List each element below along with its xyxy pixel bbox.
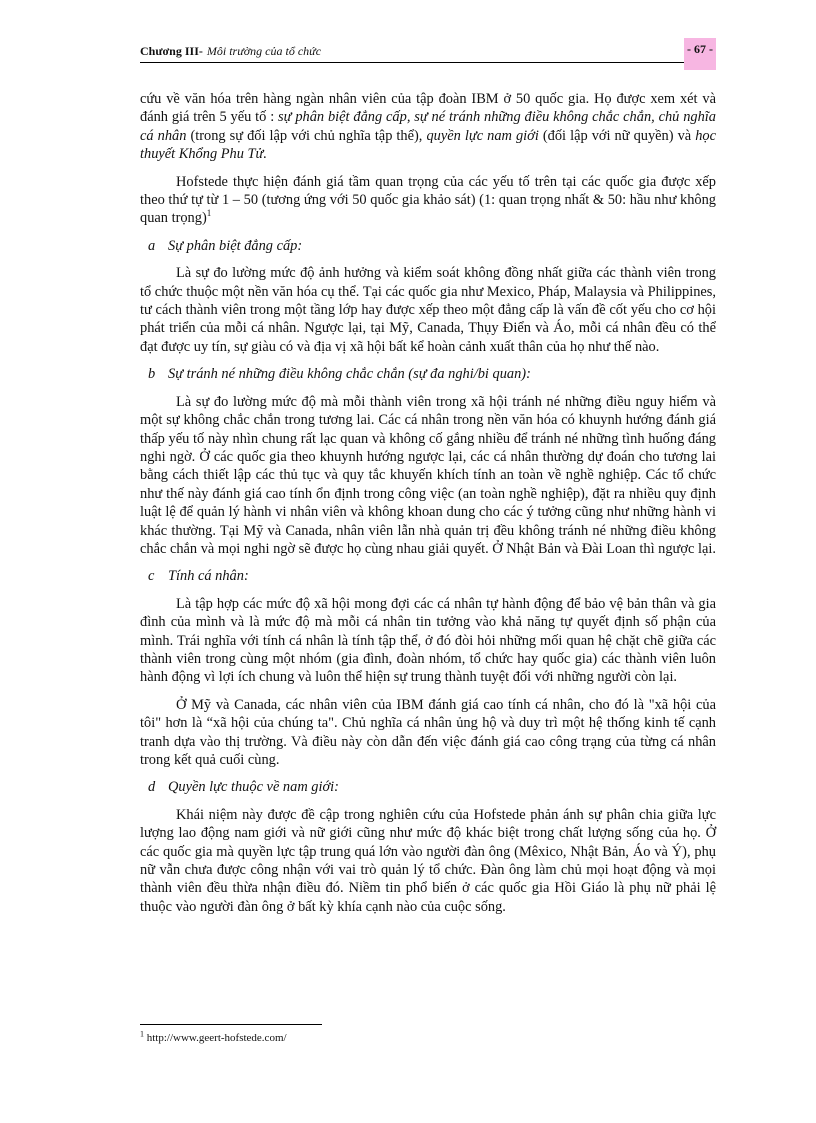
section-letter: a <box>148 237 156 254</box>
page-number: - 67 - <box>684 38 716 70</box>
section-title: Tính cá nhân: <box>168 568 249 585</box>
section-heading-a <box>140 237 716 255</box>
text-run: (đối lập với nữ quyền) và <box>538 127 696 144</box>
section-heading-d <box>140 778 716 796</box>
text-run: Hofstede thực hiện đánh giá tầm quan trọng của các yếu tố trên tại các quốc gia được xếp theo thứ tự từ 1 – 50 (tương ứng với 50 quốc gia khảo sát) (1: quan trọng nhất & 50: hầu như không quan trọng) <box>140 173 716 227</box>
section-letter: d <box>148 779 156 796</box>
text-run: cứu về văn hóa trên hàng ngàn nhân viên của tập đoàn IBM ở 50 quốc gia. Họ được xem xét và đánh giá trên 5 yếu tố : <box>140 91 716 126</box>
intro-paragraph-1 <box>140 90 716 164</box>
body-text <box>140 90 716 925</box>
chapter-subtitle: Môi trường của tổ chức <box>206 44 322 58</box>
section-letter: b <box>148 366 156 383</box>
section-title: Sự phân biệt đẳng cấp: <box>168 237 303 254</box>
footnote-link[interactable]: http://www.geert-hofstede.com/ <box>144 1032 287 1044</box>
section-c-paragraph-1: Là tập hợp các mức độ xã hội mong đợi các cá nhân tự hành động để bảo vệ bản thân và gia đình của mình và là mức độ mà mỗi cá nhân tin tưởng vào khả năng tự quyết định số phận của mình. Trái nghĩa với tính cá nhân là tính tập thể, ở đó đòi hỏi những mối quan hệ chặt chẽ giữa các thành viên trong cùng một nhóm (gia đình, đoàn nhóm, tổ chức hay quốc gia) các thành viên luôn hành động vì lợi ích chung và luôn thể hiện sự trung thành tuyệt đối với những người còn lại. <box>140 595 716 686</box>
section-title: Sự tránh né những điều không chắc chắn (sự đa nghi/bi quan): <box>168 366 531 383</box>
footnote-rule <box>140 1024 322 1025</box>
page-header <box>140 38 716 70</box>
section-heading-b <box>140 365 716 383</box>
chapter-label: Chương III- <box>140 44 203 58</box>
section-c-paragraph-2: Ở Mỹ và Canada, các nhân viên của IBM đánh giá cao tính cá nhân, cho đó là "xã hội của tôi" hơn là “xã hội của chúng ta". Chủ nghĩa cá nhân ủng hộ và duy trì một hệ thống kinh tế cạnh tranh dựa vào thị trường. Và điều này còn dẫn đến việc đánh giá cao công trạng của từng cá nhân trong kết quả cuối cùng. <box>140 696 716 768</box>
section-b-paragraph-1: Là sự đo lường mức độ mà mỗi thành viên trong xã hội tránh né những điều nguy hiểm và một sự không chắc chắn trong tương lai. Các cá nhân trong nền văn hóa có khuynh hướng đánh giá thấp yếu tố này nhìn chung rất lạc quan và không cố gắng nhiều để tránh né những tình huống đáng nghi ngờ. Ở các quốc gia theo khuynh hướng ngược lại, các cá nhân thường dự đoán cho tương lai bằng cách thiết lập các thủ tục và quy tắc khuyến khích tính an toàn về nghề nghiệp. Các tổ chức như thế này đánh giá cao tính ổn định trong công việc (an toàn nghề nghiệp), đặt ra nhiều quy định luật lệ để quản lý hành vi nhân viên và không khoan dung cho các ý tưởng cũng như những hành vi khác thường. Tại Mỹ và Canada, nhân viên lẫn nhà quản trị đều không tránh né những điều không chắc chắn và mọi nghi ngờ sẽ được họ cùng nhau giải quyết. Ở Nhật Bản và Đài Loan thì ngược lại. <box>140 393 716 557</box>
emphasis-confucius: học thuyết Khổng Phu Tử. <box>140 127 716 163</box>
footnote-number: 1 <box>140 1029 144 1039</box>
section-title: Quyền lực thuộc về nam giới: <box>168 779 339 796</box>
section-d-paragraph-1: Khái niệm này được đề cập trong nghiên cứu của Hofstede phản ánh sự phân chia giữa lực lượng lao động nam giới và nữ giới cũng như mức độ khác biệt trong chất lượng sống của họ. Ở các quốc gia mà quyền lực tập trung quá lớn vào người đàn ông (Mêxico, Nhật Bản, Áo và Ý), phụ nữ vẫn chưa được công nhận với vai trò quản lý tổ chức. Đàn ông làm chủ mọi hoạt động và mọi thành viên đều thừa nhận điều đó. Niềm tin phổ biến ở các quốc gia Hồi Giáo là phụ nữ phải lệ thuộc vào người đàn ông ở bất kỳ khía cạnh nào của cuộc sống. <box>140 806 716 915</box>
emphasis-male-power: quyền lực nam giới <box>426 127 539 144</box>
emphasis-factors: sự phân biệt đẳng cấp, sự né tránh những điều không chắc chắn, chủ nghĩa cá nhân <box>140 109 716 144</box>
intro-paragraph-2 <box>140 173 716 228</box>
section-letter: c <box>148 568 155 585</box>
footnote-ref[interactable]: 1 <box>206 208 212 219</box>
header-rule <box>140 62 684 63</box>
section-heading-c <box>140 567 716 585</box>
running-title <box>140 44 321 59</box>
section-a-paragraph-1: Là sự đo lường mức độ ảnh hưởng và kiểm soát không đồng nhất giữa các thành viên trong tổ chức thuộc một nền văn hóa cụ thể. Tại các quốc gia như Mexico, Pháp, Malaysia và Philippines, tư cách thành viên trong một tầng lớp hay được xếp theo một đẳng cấp là vấn đề cốt yếu cho cơ hội phát triển của mỗi cá nhân. Ngược lại, tại Mỹ, Canada, Thụy Điển và Áo, mỗi cá nhân đều có thể đạt được uy tín, sự giàu có và địa vị xã hội bất kể hoàn cảnh xuất thân của họ như thế nào. <box>140 265 716 355</box>
footnote <box>140 1029 287 1044</box>
text-run: (trong sự đối lập với chủ nghĩa tập thể), <box>186 127 427 144</box>
